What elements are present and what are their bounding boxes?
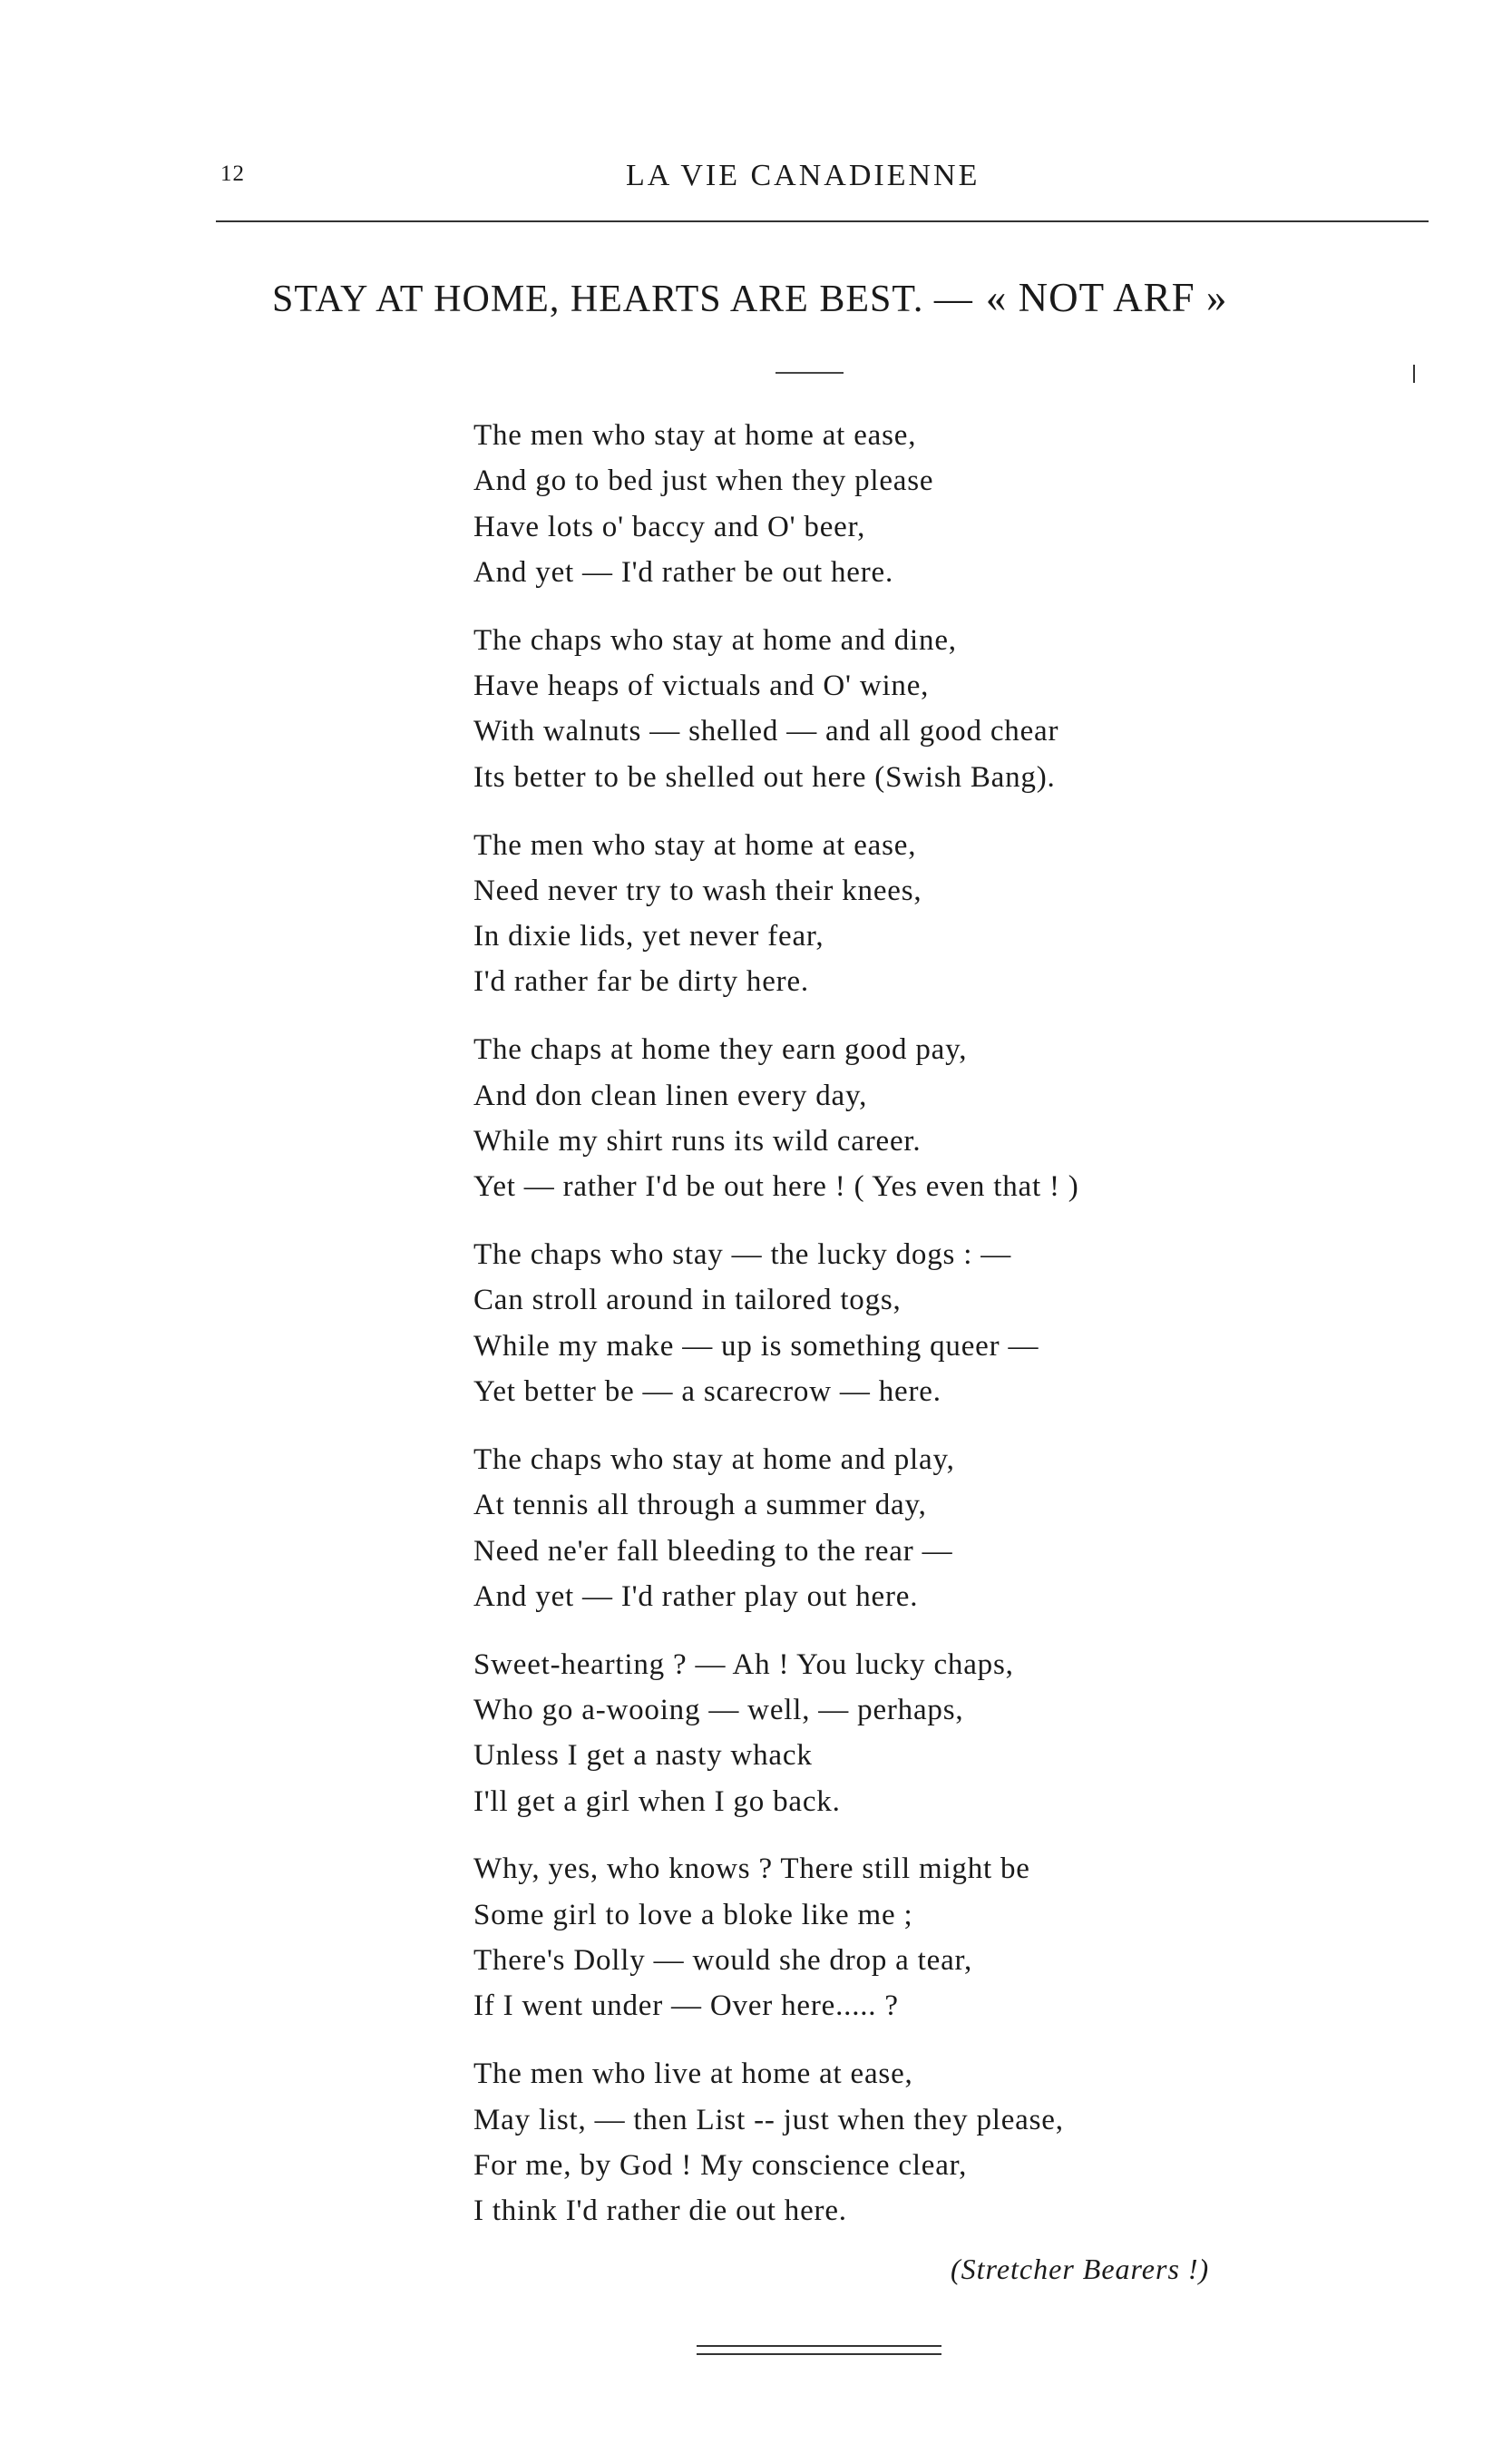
- poem-body: [473, 413, 1344, 2256]
- poem-line: Have lots o' baccy and O' beer,: [473, 510, 866, 543]
- poem-line: I think I'd rather die out here.: [473, 2194, 847, 2228]
- poem-line: Need never try to wash their knees,: [473, 874, 922, 907]
- poem-line: Its better to be shelled out here (Swish Bang).: [473, 760, 1056, 794]
- poem-line: And go to bed just when they please: [473, 464, 934, 498]
- poem-line: The chaps who stay at home and play,: [473, 1442, 955, 1476]
- poem-line: For me, by God ! My conscience clear,: [473, 2148, 968, 2182]
- title-separator-rule: [776, 372, 844, 374]
- poem-line: The men who stay at home at ease,: [473, 419, 917, 452]
- stanza: [473, 1437, 1344, 1619]
- stanza: [473, 1846, 1344, 2028]
- stanza: [473, 1027, 1344, 1209]
- poem-line: Who go a-wooing — well, — perhaps,: [473, 1693, 964, 1726]
- header-rule: [216, 220, 1429, 222]
- poem-line: Yet — rather I'd be out here ! ( Yes even that ! ): [473, 1170, 1079, 1204]
- stanza: [473, 2051, 1344, 2233]
- poem-line: While my make — up is something queer —: [473, 1329, 1039, 1363]
- stanza: [473, 1642, 1344, 1824]
- poem-title-quote: « NOT ARF »: [985, 275, 1228, 320]
- stanza: [473, 618, 1344, 800]
- poem-line: I'll get a girl when I go back.: [473, 1784, 841, 1818]
- poem-title-main: STAY AT HOME, HEARTS ARE BEST. —: [272, 279, 973, 320]
- poem-line: Unless I get a nasty whack: [473, 1739, 813, 1773]
- poem-line: Can stroll around in tailored togs,: [473, 1284, 902, 1317]
- poem-line: If I went under — Over here..... ?: [473, 1989, 899, 2023]
- poem-line: The men who live at home at ease,: [473, 2057, 913, 2091]
- margin-mark: [1413, 365, 1415, 383]
- end-rule-bottom: [697, 2353, 941, 2355]
- running-title: LA VIE CANADIENNE: [626, 159, 980, 192]
- poem-line: While my shirt runs its wild career.: [473, 1124, 922, 1158]
- signature: (Stretcher Bearers !): [951, 2253, 1210, 2285]
- poem-line: And yet — I'd rather play out here.: [473, 1579, 919, 1613]
- stanza: [473, 413, 1344, 595]
- poem-line: The chaps who stay at home and dine,: [473, 623, 957, 657]
- poem-title: [272, 274, 1227, 321]
- poem-line: At tennis all through a summer day,: [473, 1489, 927, 1522]
- page-number: 12: [220, 161, 245, 186]
- poem-line: Need ne'er fall bleeding to the rear —: [473, 1534, 953, 1568]
- poem-line: Some girl to love a bloke like me ;: [473, 1898, 913, 1931]
- poem-line: And don clean linen every day,: [473, 1079, 868, 1112]
- stanza: [473, 823, 1344, 1005]
- poem-line: The chaps at home they earn good pay,: [473, 1033, 968, 1067]
- poem-line: There's Dolly — would she drop a tear,: [473, 1944, 973, 1978]
- poem-line: I'd rather far be dirty here.: [473, 965, 809, 999]
- poem-line: Yet better be — a scarecrow — here.: [473, 1375, 941, 1409]
- poem-line: Why, yes, who knows ? There still might be: [473, 1852, 1030, 1886]
- poem-line: And yet — I'd rather be out here.: [473, 555, 894, 589]
- end-rule-top: [697, 2345, 941, 2347]
- stanza: [473, 1232, 1344, 1414]
- poem-line: The chaps who stay — the lucky dogs : —: [473, 1238, 1012, 1272]
- poem-line: Have heaps of victuals and O' wine,: [473, 670, 930, 703]
- poem-line: In dixie lids, yet never fear,: [473, 920, 824, 953]
- poem-line: With walnuts — shelled — and all good chear: [473, 715, 1059, 748]
- poem-line: May list, — then List -- just when they please,: [473, 2103, 1064, 2136]
- poem-line: The men who stay at home at ease,: [473, 828, 917, 862]
- poem-line: Sweet-hearting ? — Ah ! You lucky chaps,: [473, 1647, 1014, 1681]
